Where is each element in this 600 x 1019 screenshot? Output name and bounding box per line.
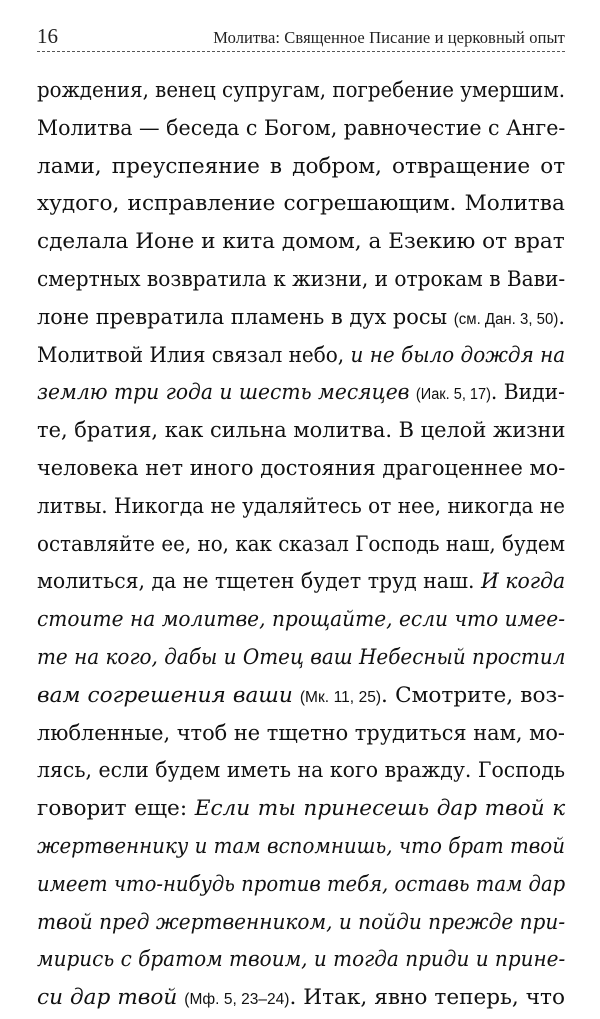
running-head [37,22,565,50]
text-run: оставляйте ее, но, как сказал Господь наш, будем [37,531,566,557]
text-run: любленные, чтоб не тщетно трудиться нам, мо- [37,720,565,746]
scripture-quote: и не было дождя на [350,342,566,368]
text-run: . Смотрите, воз- [381,682,565,708]
text-run: литвы. Никогда не удаляйтесь от нее, никогда не [37,493,565,519]
text-line [37,299,565,337]
scripture-reference: (Иак. 5, 17) [415,386,491,404]
text-run [293,683,300,708]
text-run: смертных возвратила к жизни, и отрокам в Вави- [37,266,566,292]
text-run: лоне превратила пламень в дух росы [37,304,454,330]
text-run: лами, преуспеяние в добром, отвращение от [37,153,566,179]
text-line [37,790,565,828]
text-run: человека нет иного достояния драгоценнее мо- [37,455,566,481]
text-line [37,450,565,488]
scripture-quote: И когда [480,569,566,595]
text-line [37,639,565,677]
text-run: молиться, да не тщетен будет труд наш. [37,569,481,595]
text-run: сделала Ионе и кита домом, а Езекию от врат [37,229,565,255]
text-line [37,904,565,942]
scripture-quote: си дар твой [37,985,178,1011]
scripture-reference: (см. Дан. 3, 50) [453,310,559,328]
text-line [37,261,565,299]
text-line [37,563,565,601]
text-line [37,148,565,186]
text-line [37,677,565,715]
page-number: 16 [37,24,58,48]
running-title: Молитва: Священное Писание и церковный опыт [213,28,565,47]
text-line [37,110,565,148]
text-run: Молитвой Илия связал небо, [37,342,351,368]
scripture-quote: твой пред жертвенником, и пойди прежде при- [37,909,566,935]
text-run: те, братия, как сильна молитва. В целой жизни [37,418,566,444]
text-line [37,979,565,1017]
text-line [37,828,565,866]
scripture-quote: те на кого, дабы и Отец ваш Небесный простил [37,644,566,670]
scripture-quote: стоите на молитве, прощайте, если что имее- [37,607,566,633]
text-line [37,488,565,526]
scripture-quote: имеет что-нибудь против тебя, оставь там дар [37,871,566,897]
text-line [37,526,565,564]
text-run: . [558,304,565,330]
text-run: рождения, венец супругам, погребение умершим. [37,78,566,103]
scripture-quote: жертвеннику и там вспомнишь, что брат твой [37,833,566,859]
text-line [37,715,565,753]
text-run: . Види- [490,380,565,406]
header-rule-divider [37,51,565,52]
scripture-quote: вам согрешения ваши [37,682,293,708]
text-run: Молитва — беседа с Богом, равночестие с Анге- [37,115,566,141]
text-line [37,866,565,904]
text-run [177,985,184,1010]
text-line [37,72,565,110]
scripture-quote: мирись с братом твоим, и тогда приди и прине- [37,947,566,973]
text-line [37,412,565,450]
text-line [37,337,565,375]
text-run: . Итак, явно теперь, что [289,985,565,1011]
scripture-quote: Если ты принесешь дар твой к [194,796,566,822]
text-run: лясь, если будем иметь на кого вражду. Господь [37,758,565,784]
text-line [37,374,565,412]
scripture-reference: (Мк. 11, 25) [299,688,382,706]
text-run: говорит еще: [37,796,195,822]
text-line [37,185,565,223]
scripture-reference: (Мф. 5, 23–24) [184,991,290,1009]
text-run: худого, исправление согрешающим. Молитва [37,191,565,217]
text-line [37,752,565,790]
text-line [37,223,565,261]
scripture-quote: землю три года и шесть месяцев [37,380,410,406]
body-text [37,72,565,1017]
text-line [37,941,565,979]
text-line [37,601,565,639]
